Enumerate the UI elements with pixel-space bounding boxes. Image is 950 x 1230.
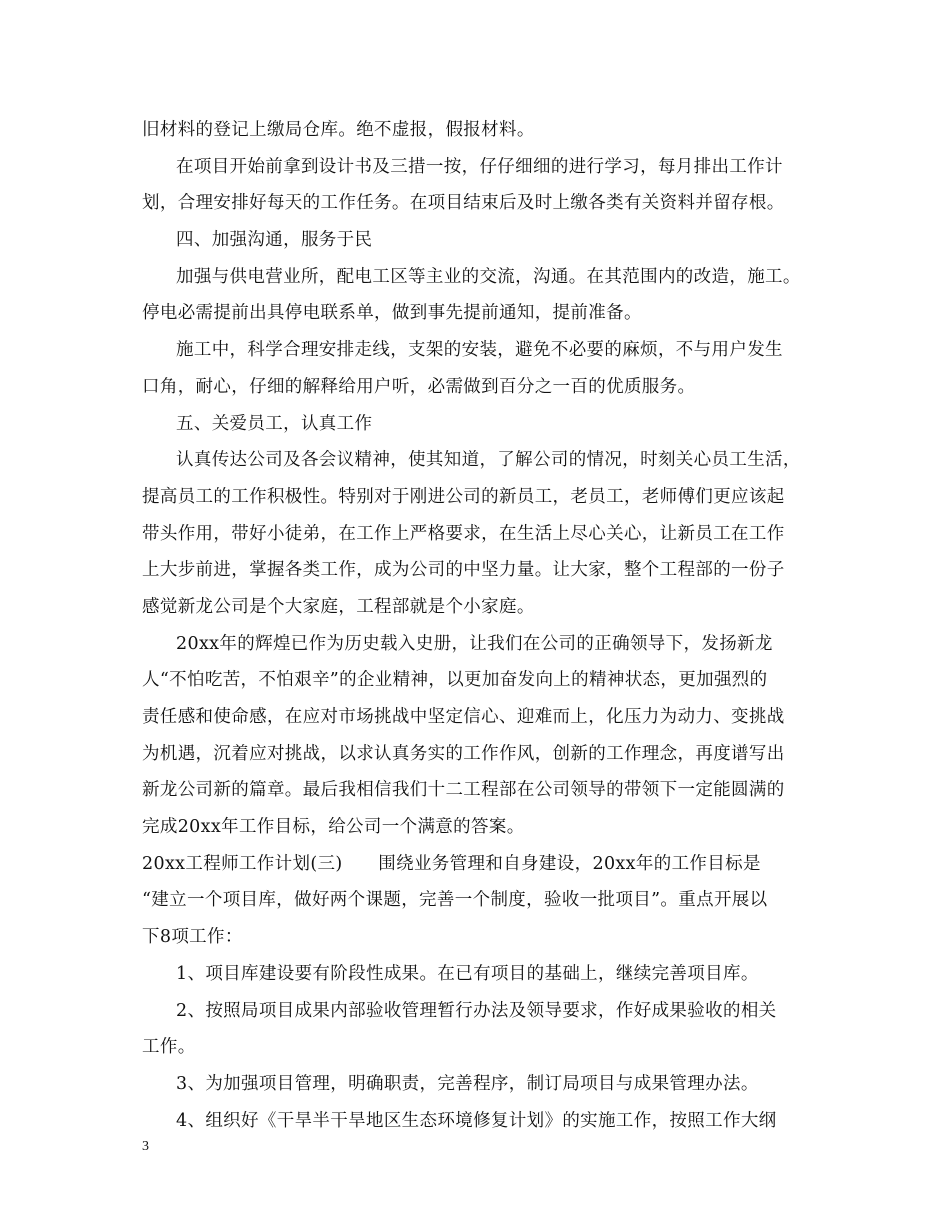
text-line: 人“不怕吃苦，不怕艰辛”的企业精神，以更加奋发向上的精神状态，更加强烈的 [142,670,768,691]
text-line: 为机遇，沉着应对挑战，以求认真务实的工作作风，创新的工作理念，再度谱写出 [142,743,785,764]
text-line: 加强与供电营业所，配电工区等主业的交流，沟通。在其范围内的改造，施工。 [176,266,801,287]
text-line: 20xx年的辉煌已作为历史载入史册，让我们在公司的正确领导下，发扬新龙 [176,633,773,654]
text-line: 停电必需提前出具停电联系单，做到事先提前通知，提前准备。 [142,303,642,324]
list-item: 3、为加强项目管理，明确职责，完善程序，制订局项目与成果管理办法。 [176,1073,759,1094]
text-line: 带头作用，带好小徒弟，在工作上严格要求，在生活上尽心关心，让新员工在工作 [142,523,785,544]
text-line: 施工中，科学合理安排走线，支架的安装，避免不必要的麻烦，不与用户发生 [176,340,783,361]
document-body [142,112,812,1139]
text-line: “建立一个项目库，做好两个课题，完善一个制度，验收一批项目”。重点开展以 [142,890,768,911]
text-line: 上大步前进，掌握各类工作，成为公司的中坚力量。让大家，整个工程部的一份子 [142,560,785,581]
text-line: 感觉新龙公司是个大家庭，工程部就是个小家庭。 [142,596,535,617]
text-line: 责任感和使命感，在应对市场挑战中坚定信心、迎难而上，化压力为动力、变挑战 [142,707,785,727]
text-line: 在项目开始前拿到设计书及三措一按，仔仔细细的进行学习，每月排出工作计 [176,156,783,177]
section-heading: 五、关爱员工，认真工作 [176,413,373,434]
text-line: 工作。 [142,1037,196,1058]
text-line: 下8项工作： [142,927,243,948]
section-title-line: 20xx工程师工作计划(三) 围绕业务管理和自身建设，20xx年的工作目标是 [142,853,761,874]
section-heading: 四、加强沟通，服务于民 [176,230,373,251]
text-line: 新龙公司新的篇章。最后我相信我们十二工程部在公司领导的带领下一定能圆满的 [142,780,785,801]
list-item: 1、项目库建设要有阶段性成果。在已有项目的基础上，继续完善项目库。 [176,963,759,984]
list-item: 4、组织好《干旱半干旱地区生态环境修复计划》的实施工作，按照工作大纲 [176,1110,777,1131]
text-line: 旧材料的登记上缴局仓库。绝不虚报，假报材料。 [142,120,535,140]
page-number: 3 [142,1139,149,1154]
text-line: 完成20xx年工作目标，给公司一个满意的答案。 [142,817,525,838]
text-line: 认真传达公司及各会议精神，使其知道，了解公司的情况，时刻关心员工生活， [176,450,801,471]
list-item: 2、按照局项目成果内部验收管理暂行办法及领导要求，作好成果验收的相关 [176,1000,777,1021]
text-line: 口角，耐心，仔细的解释给用户听，必需做到百分之一百的优质服务。 [142,376,696,397]
text-line: 提高员工的工作积极性。特别对于刚进公司的新员工，老员工，老师傅们更应该起 [142,486,785,507]
text-line: 划，合理安排好每天的工作任务。在项目结束后及时上缴各类有关资料并留存根。 [142,193,785,214]
